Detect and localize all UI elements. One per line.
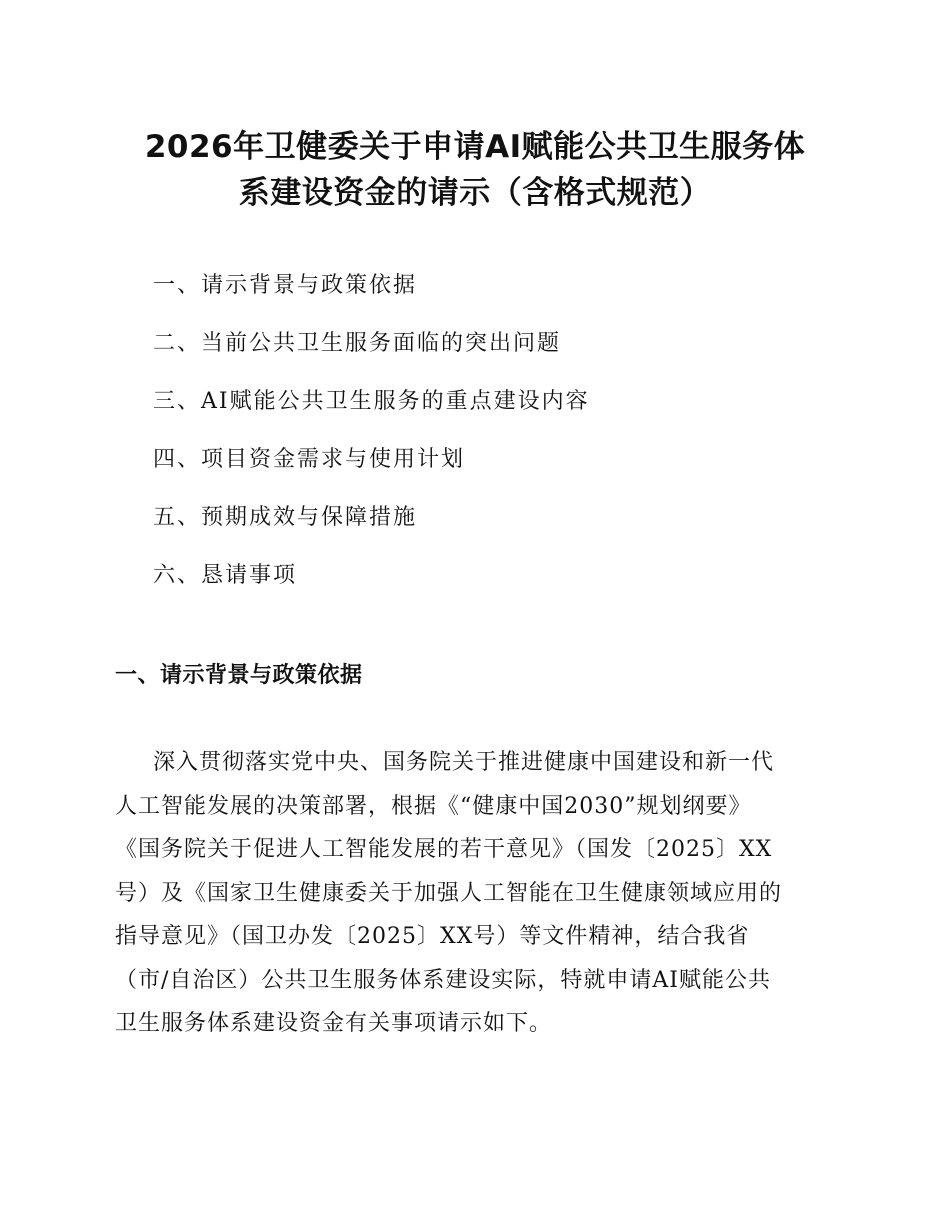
toc-item-2: 二、当前公共卫生服务面临的突出问题 — [153, 331, 562, 356]
paragraph-line-3: 《国务院关于促进人工智能发展的若干意见》（国发〔2025〕XX — [115, 837, 773, 862]
document-title-line-1: 2026年卫健委关于申请AI赋能公共卫生服务体 — [144, 129, 806, 165]
section-1-paragraph — [115, 741, 840, 1046]
paragraph-line-4: 号）及《国家卫生健康委关于加强人工智能在卫生健康领域应用的 — [115, 880, 783, 906]
paragraph-line-2: 人工智能发展的决策部署，根据《“健康中国2030”规划纲要》 — [115, 793, 752, 819]
table-of-contents — [153, 266, 853, 614]
paragraph-line-6: （市/自治区）公共卫生服务体系建设实际，特就申请AI赋能公共 — [115, 967, 771, 993]
toc-item-1: 一、请示背景与政策依据 — [153, 273, 418, 298]
document-title — [100, 124, 850, 216]
toc-item-5: 五、预期成效与保障措施 — [153, 505, 418, 530]
paragraph-line-7: 卫生服务体系建设资金有关事项请示如下。 — [115, 1011, 553, 1036]
toc-item-4: 四、项目资金需求与使用计划 — [153, 447, 466, 472]
toc-item-6: 六、恳请事项 — [153, 563, 298, 588]
toc-item-3: 三、AI赋能公共卫生服务的重点建设内容 — [153, 389, 590, 414]
document-title-line-2: 系建设资金的请示（含格式规范） — [238, 175, 712, 211]
section-heading-1: 一、请示背景与政策依据 — [115, 663, 363, 688]
paragraph-line-5: 指导意见》（国卫办发〔2025〕XX号）等文件精神，结合我省 — [115, 924, 750, 949]
paragraph-line-1: 深入贯彻落实党中央、国务院关于推进健康中国建设和新一代 — [153, 750, 775, 775]
